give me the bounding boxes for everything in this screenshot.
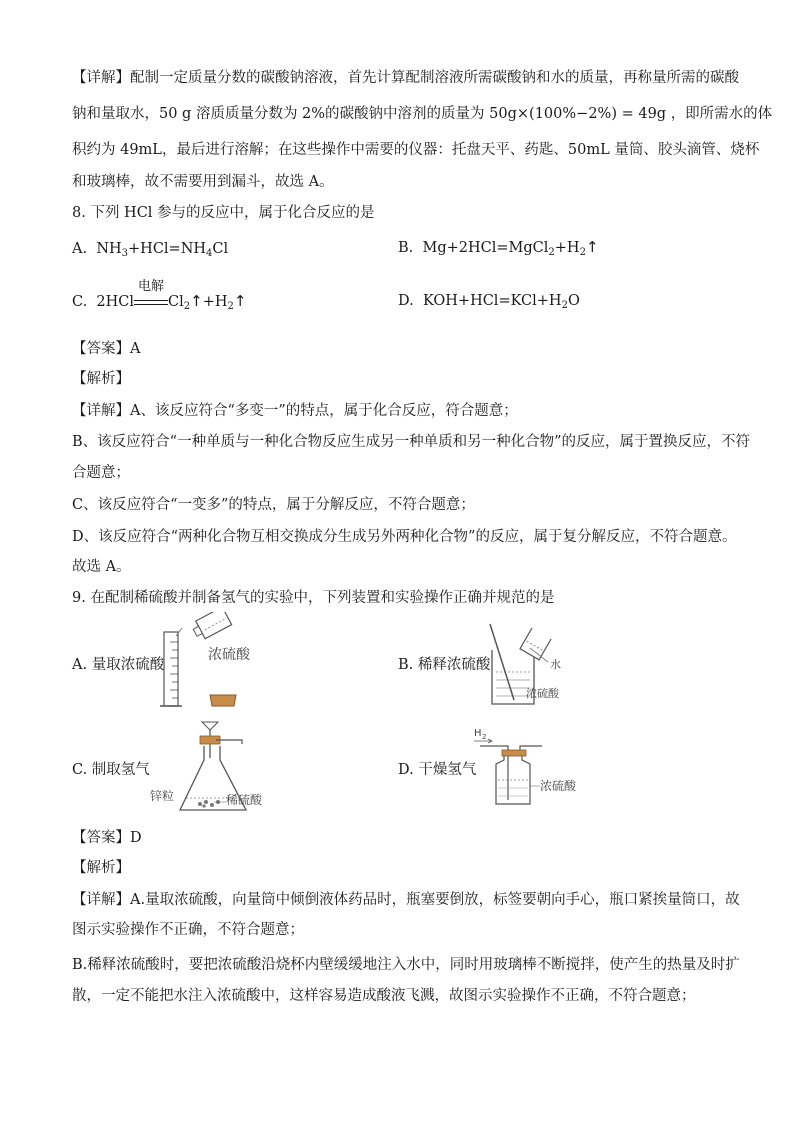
analysis-title: 【解析】 xyxy=(72,371,130,387)
analysis-line: 图示实验操作不正确，不符合题意； xyxy=(72,922,304,938)
analysis-line: B.稀释浓硫酸时，要把浓硫酸沿烧杯内壁缓缓地注入水中，同时用玻璃棒不断搅拌，使产生的热量及时扩 xyxy=(72,957,740,973)
analysis-line: C、该反应符合“一变多”的特点，属于分解反应，不符合题意； xyxy=(72,497,475,513)
figure-gas-drying-bottle xyxy=(470,724,590,810)
option-d: D. 干燥氢气 xyxy=(398,762,477,778)
option-c: C. 制取氢气 xyxy=(72,762,150,778)
chemical-equation: 2HCl 电解 $Cl_2↑+H_2↑$ xyxy=(96,279,247,312)
option-label: A. xyxy=(72,241,88,257)
question-stem: 8. 下列 HCl 参与的反应中，属于化合反应的是 xyxy=(72,205,375,221)
reaction-condition: 电解 xyxy=(138,279,165,294)
analysis-line: B、该反应符合“一种单质与一种化合物反应生成另一种单质和另一种化合物”的反应，属于置换反应，不符 xyxy=(72,434,750,450)
analysis-line: 积约为 49mL，最后进行溶解；在这些操作中需要的仪器：托盘天平、药匙、50mL 量筒、胶头滴管、烧杯 xyxy=(72,142,760,158)
figure-label: 浓硫酸 xyxy=(526,687,559,700)
option-a xyxy=(72,239,228,259)
answer-label: 【答案】D xyxy=(72,830,142,846)
analysis-line: 【详解】A.量取浓硫酸，向量筒中倾倒液体药品时，瓶塞要倒放，标签要朝向手心，瓶口紧挨量筒口，故 xyxy=(72,892,740,908)
figure-label: H xyxy=(474,728,482,739)
figure-label: 水 xyxy=(550,658,561,671)
analysis-line: D、该反应符合“两种化合物互相交换成分生成另外两种化合物”的反应，属于复分解反应，不符合题意。 xyxy=(72,529,737,545)
analysis-line: 合题意； xyxy=(72,465,130,481)
analysis-title: 【解析】 xyxy=(72,860,130,876)
answer-label: 【答案】A xyxy=(72,341,141,357)
analysis-line: 【详解】配制一定质量分数的碳酸钠溶液，首先计算配制溶液所需碳酸钠和水的质量，再称量所需的碳酸 xyxy=(72,70,739,86)
analysis-line: 散，一定不能把水注入浓硫酸中，这样容易造成酸液飞溅，故图示实验操作不正确，不符合题意； xyxy=(72,988,696,1004)
figure-label: 浓硫酸 xyxy=(208,647,250,663)
option-d xyxy=(398,291,580,311)
chemical-equation: $KOH+HCl=KCl+H_2O$ xyxy=(422,293,580,311)
chemical-equation: $Mg+2HCl=MgCl_2+H_2↑$ xyxy=(422,238,599,258)
option-b xyxy=(398,237,599,258)
analysis-line: 和玻璃棒，故不需要用到漏斗，故选 A。 xyxy=(72,174,334,190)
question-stem: 9. 在配制稀硫酸并制备氢气的实验中，下列装置和实验操作正确并规范的是 xyxy=(72,590,555,606)
option-label: B. xyxy=(398,240,414,256)
figure-label: 稀硫酸 xyxy=(226,793,263,807)
analysis-line: 故选 A。 xyxy=(72,559,131,575)
figure-measuring-cylinder xyxy=(160,612,270,712)
math-formula: 50g×(100%−2%) = 49g xyxy=(489,106,667,122)
analysis-line xyxy=(72,104,772,124)
option-label: D. xyxy=(398,293,414,309)
option-label: C. xyxy=(72,294,88,310)
option-b: B. 稀释浓硫酸 xyxy=(398,657,491,673)
option-a: A. 量取浓硫酸 xyxy=(72,657,165,673)
figure-label: 2 xyxy=(482,733,487,741)
figure-label: 浓硫酸 xyxy=(540,779,577,793)
figure-flask-hydrogen xyxy=(150,718,280,818)
analysis-text: ，即所需水的体 xyxy=(670,106,773,122)
analysis-text: 钠和量取水，50 g 溶质质量分数为 2%的碳酸钠中溶剂的质量为 xyxy=(72,106,485,122)
chemical-equation: $NH_3+HCl=NH_4Cl$ xyxy=(96,241,229,259)
option-c xyxy=(72,279,247,312)
analysis-line: 【详解】A、该反应符合“多变一”的特点，属于化合反应，符合题意； xyxy=(72,403,518,419)
figure-beaker-dilution xyxy=(486,622,596,712)
figure-label: 锌粒 xyxy=(150,789,175,803)
